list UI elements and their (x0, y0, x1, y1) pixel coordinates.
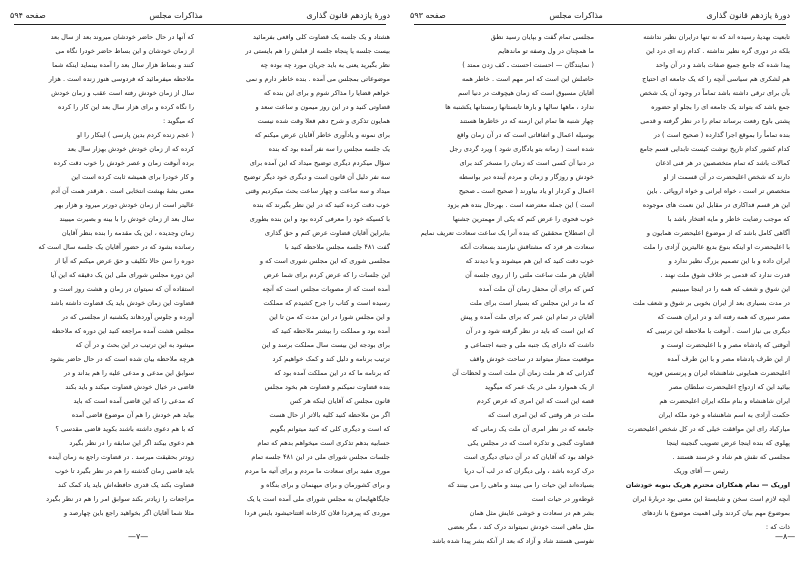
session-label: دورهٔ یازدهم قانون گذاری (306, 10, 390, 20)
text-line: که ما در این مجلس که بسیار است برای ملت (469, 299, 594, 307)
text-line: حکمت آزادی به اسم شاهنشاه و خود ملکه ایران (658, 411, 790, 419)
text-line: بنده تماماً را بموقع اجرا گذارده ( صحیح است ) در (653, 131, 790, 139)
text-line: چهار شنبه ها تمام این ازمنه که در خاطرها هستند (459, 117, 594, 125)
text-line: هم دعوی بیکند اگر این سابقه را در نظر بگیرد (69, 439, 194, 447)
text-line: اعلیحضرت همایونی شاهنشاه ایران و پرنسس فوزیه (647, 369, 790, 377)
text-line: ما همچنان در ول وصفه تو ماندهایم (497, 47, 594, 55)
text-line: متخصص تر است ، خواه ایرانی و خواه اروپائی . باین (646, 187, 790, 195)
text-line: دوره را سن حالا تکلیف و حق عرض میکنم که آیا از (55, 257, 194, 265)
text-line: از یک هموارد ملی در یک عمر که میگوید (484, 383, 594, 391)
text-line: جایگاههایمان به مجلس شورای ملی آمده است یا یک (246, 495, 390, 503)
right-page-header (410, 8, 790, 22)
text-line: قصه این است که این امری که عرض کردم (476, 397, 594, 405)
text-line: سؤال میکردم دیگری توضیح میداد که این آمده برای (249, 159, 390, 167)
text-line: اعمال و کردار او یاد بیاورند ( صحیح است ـ صحیح (458, 187, 594, 195)
text-line: خوب دقت کرده کنید که در این نظر بگیرند که بنده (252, 201, 390, 209)
text-line: دارند که شخص اعلیحضرت در آن قسمت از او (663, 173, 790, 181)
publication-title: مذاکرات مجلس (549, 10, 603, 20)
text-line: آنچه لازم است سخن و شایستهٔ این معنی بود دربارهٔ ایران (632, 495, 790, 503)
text-line: خوب دقت کنید که این هم میشوند و یا دیدند که (465, 257, 594, 265)
text-line: آمده بود و مملکت را بیشتر ملاحظه کنید که (271, 327, 390, 335)
text-line: که میگوید : (163, 117, 194, 125)
text-line: قضاوتی کنید و در این روز میمون و ساعت سعد و (255, 103, 390, 111)
text-line: که مدعی را که این قاضی آمده است که باید (73, 397, 194, 405)
text-line: و این مجلس شورا در این مدت که من تا این (269, 313, 390, 321)
page-number-label: صفحه ۵۹۴ (10, 10, 46, 20)
text-line: کدام کشور کدام تاریخ نوشت کیست تابدایی قسم جامع (639, 145, 790, 153)
text-line: ( عجم زنده کردم بدین پارسی ) اینکار را او (76, 131, 194, 139)
text-line: که برنامه ما که در این مملکت آمده بود که (274, 369, 390, 377)
text-line: اگر من ملاحظه کنید کلیه بالاتر از حال هست (269, 411, 390, 419)
text-line: از این طرف پادشاه مصر و با این طرف آمده (667, 355, 790, 363)
text-line: پیدا شده که جامع جمیع صفات باشد و در آن واحد (655, 61, 790, 69)
text-line: عالیتر است از زمان خودش دورتر میرود و هزار بهر (54, 201, 194, 209)
text-line: داشت که دارای یک جنبه ملی و جنبه اجتماعی و (465, 341, 594, 349)
text-line: هم لشکری هم سیاسی آنچه را که یک جامعه ای احتیاج (642, 75, 790, 83)
text-line: میارکباد رای این موافقت خیلی که در کل شخص اعلیحضرت (627, 425, 790, 433)
text-line: هرچه ملاحظه بیان شده است که در حال حاضر بشود (49, 355, 194, 363)
text-line: مجلسی تمام گفت و بپایان رسید نطق (490, 33, 594, 41)
text-line: ( نمایندگان — احسنت احسنت ـ کف زدن ممتد ) (462, 61, 594, 69)
header-rule (14, 24, 386, 25)
text-line: بیائید این که ازدواج اعلیحضرت سلطان مصر (669, 383, 790, 391)
text-line: میشود به این ترتیب در این بحث و در آن که (75, 341, 194, 349)
text-line: باید قاضی زمان گذشته را هم در نظر بگیرد تا خوب (54, 467, 194, 475)
page-folio: —۸— (775, 532, 796, 541)
text-line: زودتر بحقیقت میرسد . در قضاوت راجع به زمان آینده (48, 453, 194, 461)
text-line: برای بودجه این بیست سال مملکت برسد و این (261, 341, 390, 349)
text-line: ذات که : (765, 523, 790, 531)
text-line: معنی بشهٔ بهشت انتخابی است . هرقدر همت آن آدم (51, 187, 194, 195)
text-line: خواهد بود که آقایان که در آن دنیای دیگری است (463, 453, 594, 461)
text-line: و کار خودرا برای همیشه ثابت کرده است این (71, 173, 194, 181)
text-line: مجلسی شوری که این مجلس شوری است که و (259, 257, 390, 265)
text-line: بموضوع مهم بیان کردند ولی اهمیت موضوع با نازدهای (641, 509, 790, 517)
text-line: بنابراین آقایان قضاوت عرض کنم و حق گذاری (264, 229, 390, 237)
text-line: سال بعد از زمان خودش را با بینه و بصیرت میبیند (59, 215, 194, 223)
text-line: تابعیت بهدیهٔ رسیده اند که نه تنها درایران نظیر نداشته (643, 33, 790, 41)
text-line: همایون تذکری و شرح دهم فعلا وقت شده نیست (257, 117, 390, 125)
text-line: خوب فحوی را عرض کنم که یکی از مهمترین جشنها (452, 215, 594, 223)
text-line: برده آنوقت زمان و عصر خودش را خوب دقت کرده (53, 159, 194, 167)
text-column-right (612, 30, 790, 534)
text-line: موردی که پیرفردا فلان کارخانه افتتاحیشود بایس فردا (244, 509, 390, 517)
text-line: نفوسی هستند شاد و آزاد که بعد از آنکه بشر پیدا شده باشد (432, 537, 594, 545)
text-line: قضاوت گنجی و تذکره است که در مجلس یکی (467, 439, 594, 447)
text-line: رسانده بشود که در حضور آقایان یک جلسه سال است که (38, 243, 194, 251)
text-line: بیاید هم خودش را هم آن موضوع قاضی آمده (71, 411, 194, 419)
text-line: کمالات باشد که تمام متخصصین در هر فنی اذعان (655, 159, 790, 167)
text-line: قدرت ندارد که قدمی بر خلاف شوق ملت نهند . (660, 271, 790, 279)
text-line: که است و دیگری کلی که کنید میتوانم بگویم (270, 425, 390, 433)
text-line: را نگاه کرده و برای هزار سال بعد این کار را کرده (58, 103, 194, 111)
text-line: بسیاده‌اند این حیات را می بینند و ماهی را می بینند که (447, 481, 594, 489)
text-line: گذرانی که هر ملت زمان آن ملت است و لحظات آن (452, 369, 594, 377)
text-line: رئیس — آقای وریک (673, 467, 729, 475)
text-line: ایران داده و با این تصمیم بزرگ نظیر ندارد و (668, 257, 790, 265)
text-line: بیست جلسه یا پنجاه جلسه از قبلش را هم بایستی در (245, 47, 390, 55)
text-line: برای نمونه و یادآوری خاطر آقایان عرض میکنم که (254, 131, 390, 139)
text-line: این جلسات را که عرض کردم برای شما عرض (263, 271, 390, 279)
text-line: در مدت بسیاری بعد از ایران بخوبی بر شوق و شعف ملت (632, 299, 790, 307)
text-line: گفت ۴۸۱ جلسه مجلس ملاحظه کنید با (284, 243, 390, 251)
text-line: هشتاد و یک جلسه یک قضاوت کلی واقعی بفرمائید (253, 33, 390, 41)
text-line: قاضی در خیال خودش قضاوت میکند و باید بکند (65, 383, 194, 391)
header-rule (414, 24, 786, 25)
text-line: درک کرده باشد ، ولی دیگران که در لب آب دریا (464, 467, 594, 475)
text-line: آقایان در تمام این عمر که برای ملت آمده و پیش (460, 313, 594, 321)
text-line: این دوره مجلس شورای ملی این یک دقیقه که این آیا (50, 271, 194, 279)
text-line: سال از زمان خودش رفته است عقب و زمان خودش (51, 89, 194, 97)
text-column-right (212, 30, 390, 520)
text-line: ایران شاهنشاه و بنام ملکه ایران اعلیحضرت هم (659, 397, 790, 405)
text-line: در دنیا آن کسی است که زمان را مسخر کند برای (459, 159, 594, 167)
text-line: ترتیب برنامه و دلیل کند و کمک خواهیم کرد (272, 355, 390, 363)
text-line: بآن برای ترقی داشته باشد تماماً در وجود آن یک شخص (639, 89, 790, 97)
text-line: قضاوت بکند یک قدری حافظه‌اش باید یاد کمک کند (57, 481, 194, 489)
text-line: نظر بگیرید یعنی به باید جریان مورد چه بوده چه (260, 61, 390, 69)
text-line: بلکه در دوری گره نظیر نداشته . کدام زنه ای درد این (645, 47, 790, 55)
session-label: دورهٔ یازدهم قانون گذاری (706, 10, 790, 20)
text-line: رسیده است و کتاب را جرح کشیدم که مملکت (263, 299, 390, 307)
text-line: آتوقتی که پادشاه مصر و با اعلیحضرت اوست و (661, 341, 790, 349)
text-line: موضوعاتی بمجلس می آمده . بنده خاطر دارم و نمی (245, 75, 390, 83)
text-line: پهلوی که بنده اینجا عرض تصویب گنجینه اینجا (666, 439, 790, 447)
text-line: سعادت هر فرد که مشتاقش نیازمند بسعادت آنکه (460, 243, 594, 251)
text-line: خواهم قضایا را مذاکر شوم و برای این بنده که (263, 89, 390, 97)
text-line: موقعیت ممتاز میتواند در ساحت خودش واقف (469, 355, 594, 363)
text-line: حسابیه بدهم تذکری است میخواهم بدهم که تمام (257, 439, 390, 447)
text-line: میداد و سه ساعت و چهار ساعت بحث میکردیم وقتی (245, 187, 390, 195)
text-line: با کسیکه خود را معرفی کرده بود و این بنده بطوری (249, 215, 390, 223)
text-line: و برای کشورمان و برای میهنمان و برای بنگاه و (260, 481, 390, 489)
text-line: مجلس هشت آمده مراجعه کنید این دوره که ملاحظه (51, 327, 194, 335)
text-line: مصر سپری که همه رفته اند و در ایران هست که (657, 313, 790, 321)
text-line: جلسات مجلس شورای ملی در این ۴۸۱ جلسه تمام (251, 453, 390, 461)
text-column-left (16, 30, 194, 520)
left-page-header (10, 8, 390, 22)
text-line: مثلا شما آقایان اگر بخواهید راجع باین چهارصد و (64, 509, 194, 517)
text-line: از زمان خودشان و این بساط حاضر خودرا نگاه می (55, 47, 194, 55)
text-line: جمع باشد که بتواند یک جامعه ای را بجلو او حضوره (651, 103, 790, 111)
text-line: ملاحظه میفرمائید که فردوسی هنوز زنده است . هزار (48, 75, 194, 83)
text-line: این شوق و شعف که همه را در اینجا میبینیم (671, 285, 790, 293)
text-line: شده است ( زمانه بتو یادگاری شود ) ویرد گردی رجل (449, 145, 594, 153)
text-line: غوطه‌ور در حیات است (531, 495, 594, 503)
text-line: جامعه که در نظر امری آن ملت یک زمانی که (471, 425, 594, 433)
text-line: بنده قضاوت نمیکنم و قضاوت هم بخود مجلس (264, 383, 390, 391)
text-line: که با هم دعوی داشته باشند بکوید قاضی مقدسی ؟ (55, 425, 194, 433)
text-line: اوریک — تمام همکاران محترم هریک بنوبه خودشان (625, 481, 790, 489)
text-line: مراجعات را زیادتر بکند سوابق امر را هم در نظر بگیرد (46, 495, 194, 503)
text-line: موری مفید برای سعادت ما مردم و برای آتیه ما مردم (244, 467, 390, 475)
text-line: آقایان هر ملت ساعت ملتی را از روی جلسه آن (465, 271, 594, 279)
text-line: آورده و جلوس آوردهاند یکشنبه از مجلسی که در (61, 313, 194, 321)
text-line: کنند و بساط هزار سال بعد را آمده بینماید اینکه شما (52, 61, 194, 69)
text-line: قضاوت این زمان خودش باید یک قضاوت داشته باشد (50, 299, 194, 307)
text-line: یک جلسه مجلس را سه نفر آمده بود که بنده (268, 145, 390, 153)
text-line: مجلسی که نقش هم شاد و خرسند هستند . (672, 453, 790, 461)
text-line: حاصلش این است که امر مهم است . خاطر همه (461, 75, 594, 83)
text-line: ملت در هر وقتی که این امری است که (487, 411, 594, 419)
text-line: استفاده آن که نمیتوان در زمان و هشت روز است و (53, 285, 194, 293)
page-folio: —۷— (128, 532, 149, 541)
text-line: سوابق این مدعی و مدعی علیه را هم بداند و در (63, 369, 194, 377)
text-line: که آنها در حال حاضر خودشان میروند بعد از سال بعد (50, 33, 194, 41)
text-line: بوسیله اعمال و اتفاقاتی است که در آن زمان واقع (457, 131, 594, 139)
right-page (400, 0, 800, 569)
text-line: آمده است که از مصوبات مجلس است که آنچه (262, 285, 390, 293)
text-line: آن اصطلاح محققین که بنده آنرا یک ساعت سعادت تعریف نمایم (420, 229, 594, 237)
text-line: ندارد ، ماهها سالها و بارها تابستانها زمستانها یکشنبه ها (445, 103, 594, 111)
text-line: پشتی باوج رفعت برساند تمام را در نظر گرفته و قدمی (640, 117, 790, 125)
page-number-label: صفحه ۵۹۳ (410, 10, 446, 20)
text-line: دیگری بی نیاز است . آنوقت با ملاحظه این ترتیبی که (646, 327, 790, 335)
text-line: که این است که باید در نظر گرفته شود و در آن (465, 327, 594, 335)
text-line: کرده که از زمان خودش خودش بهزار سال بعد (67, 145, 194, 153)
text-line: با اعلیحضرت او اینکه بنوع بدیع عالیترین آزادی را ملت (643, 243, 790, 251)
text-line: کس که برای آن محفل زمان آن ملت آمده (479, 285, 594, 293)
text-column-left (416, 30, 594, 548)
text-line: سه نفر دلیل آن قانون است و دیگری خود دیگر توضیح (243, 173, 390, 181)
text-line: آقایان مسبوق است که زمان هیچوقت در دنیا اسم (458, 89, 594, 97)
publication-title: مذاکرات مجلس (149, 10, 203, 20)
text-line: خودش و روزگار و زمان و مردم آینده دیر بواسطه (458, 173, 594, 181)
text-line: است ) این جمله معترضه است . بهرحال بنده هم بزود (447, 201, 594, 209)
text-line: آگاهی کامل باشد که از موضوع اعلیحضرت همایون و (646, 229, 790, 237)
text-line: که موجب رضایت خاطر و مایه افتخار باشد با (667, 215, 790, 223)
text-line: زمان وجدیده ، این یک مقدمه را بنده بنظر آقایان (61, 229, 194, 237)
text-line: مثل ماهی است خودش نمیتواند درک کند ، مگر بعضی (447, 523, 594, 531)
text-line: قانون مجلس که آقایان اینکه هر کس (289, 397, 390, 405)
text-line: بشر هم در سعادت و خوشی عایش مثل همان (469, 509, 594, 517)
text-line: این هر قسم فداکاری در مقابل این نعمت های موجوده (642, 201, 790, 209)
